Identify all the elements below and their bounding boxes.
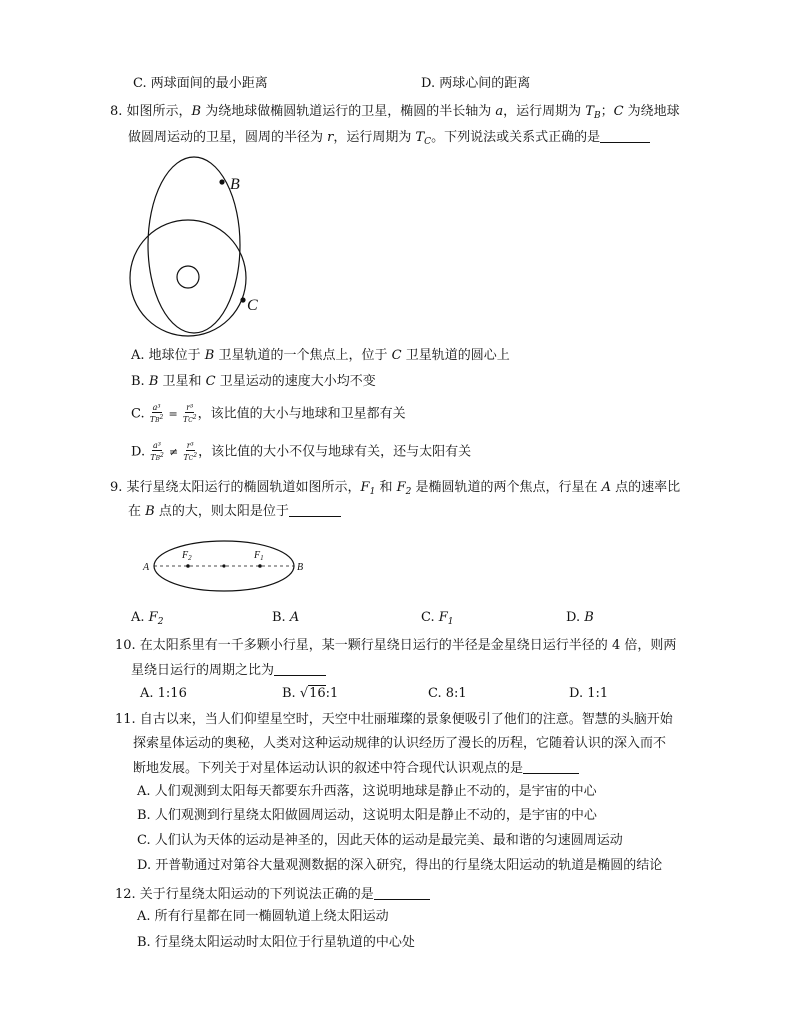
q11-option-d: D. 开普勒通过对第谷大量观测数据的深入研究，得出的行星绕太阳运动的轨道是椭圆的结论 [137,858,663,873]
q7-option-d: D. 两球心间的距离 [421,76,531,91]
answer-blank [374,885,430,900]
label-b: B [230,176,240,193]
q9-option-c: C. $F_1$ [421,610,454,627]
q9-option-b: B. A [272,610,300,625]
fraction-a3-tb2: $\frac{\text{a³}}{TB^2}$ [150,441,164,462]
q9-option-a: A. $F_2$ [131,610,164,627]
q9-stem-line1: 9. 某行星绕太阳运行的椭圆轨道如图所示，$F_1$ 和 $F_2$ 是椭圆轨道的两个焦点，行星在 A 点的速率比 [110,480,681,497]
q9-stem-line2: 在 B 点的大，则太阳是位于 [128,502,341,521]
fraction-r3-tc2: $\frac{\text{r³}}{TC^2}$ [183,441,198,462]
q11-option-c: C. 人们认为天体的运动是神圣的，因此天体的运动是最完美、最和谐的匀速圆周运动 [137,833,623,848]
label-f2: $F_2$ [182,550,192,562]
circular-orbit-c [130,220,246,336]
answer-blank [289,502,341,517]
fraction-r3-tc2: $\frac{\text{r³}}{TC^2}$ [182,403,197,424]
q11-stem-line1: 11. 自古以来，当人们仰望星空时，天空中壮丽璀璨的景象便吸引了他们的注意。智慧的头脑开始 [115,712,673,727]
q8-option-a: A. 地球位于 B 卫星轨道的一个焦点上，位于 C 卫星轨道的圆心上 [131,348,510,363]
q10-stem-line1: 10. 在太阳系里有一千多颗小行星，某一颗行星绕日运行的半径是金星绕日运行半径的 4 倍，则两 [115,638,677,653]
q11-stem-line2: 探索星体运动的奥秘，人类对这种运动规律的认识经历了漫长的历程，它随着认识的深入而不 [133,736,667,751]
q12-stem: 12. 关于行星绕太阳运动的下列说法正确的是 [115,885,430,904]
q10-option-d: D. 1:1 [569,686,609,701]
q10-option-a: A. 1:16 [140,686,187,701]
focus-f1-dot [258,564,262,568]
q10-option-c: C. 8:1 [428,686,467,701]
q10-option-b: B. √16:1 [282,686,339,701]
q10-stem-line2: 星绕日运行的周期之比为 [131,661,326,680]
answer-blank [523,759,579,774]
q8-option-c: C. $\frac{\text{a³}}{TB^2}$ = $\frac{\text{r³}}{TC^2}$ ，该比值的大小与地球和卫星都有关 [131,403,406,424]
q9-ellipse-figure [138,534,308,604]
q8-option-b: B. B 卫星和 C 卫星运动的速度大小均不变 [131,374,376,389]
fraction-a3-tb2: $\frac{\text{a³}}{TB^2}$ [149,403,164,424]
q8-stem-line1: 8. 如图所示，B 为绕地球做椭圆轨道运行的卫星，椭圆的半长轴为 a，运行周期为 $T_B$；C 为绕地球 [110,104,680,121]
label-c: C [247,297,258,314]
q11-option-b: B. 人们观测到行星绕太阳做圆周运动，这说明太阳是静止不动的，是宇宙的中心 [137,808,597,823]
q12-option-b: B. 行星绕太阳运动时太阳位于行星轨道的中心处 [137,935,415,950]
answer-blank [600,128,650,143]
center-dot [222,564,225,567]
earth [177,266,199,288]
q7-option-c: C. 两球面间的最小距离 [133,76,268,91]
focus-f2-dot [186,564,190,568]
satellite-c-dot [240,297,245,302]
label-f1: $F_1$ [254,550,264,562]
answer-blank [274,661,326,676]
q12-option-a: A. 所有行星都在同一椭圆轨道上绕太阳运动 [137,909,389,924]
q8-orbit-figure [126,152,276,352]
label-b: B [297,562,304,573]
q11-option-a: A. 人们观测到太阳每天都要东升西落，这说明地球是静止不动的，是宇宙的中心 [137,784,597,799]
q8-option-d: D. $\frac{\text{a³}}{TB^2}$ ≠ $\frac{\text{r³}}{TC^2}$ ，该比值的大小不仅与地球有关，还与太阳有关 [131,441,472,462]
label-a: A [143,562,150,573]
q8-stem-line2: 做圆周运动的卫星，圆周的半径为 r，运行周期为 $T_C$。下列说法或关系式正确的是 [128,128,650,151]
elliptical-orbit-b [148,157,240,333]
q11-stem-line3: 断地发展。下列关于对星体运动认识的叙述中符合现代认识观点的是 [133,759,579,778]
q9-option-d: D. B [566,610,594,625]
satellite-b-dot [219,179,224,184]
